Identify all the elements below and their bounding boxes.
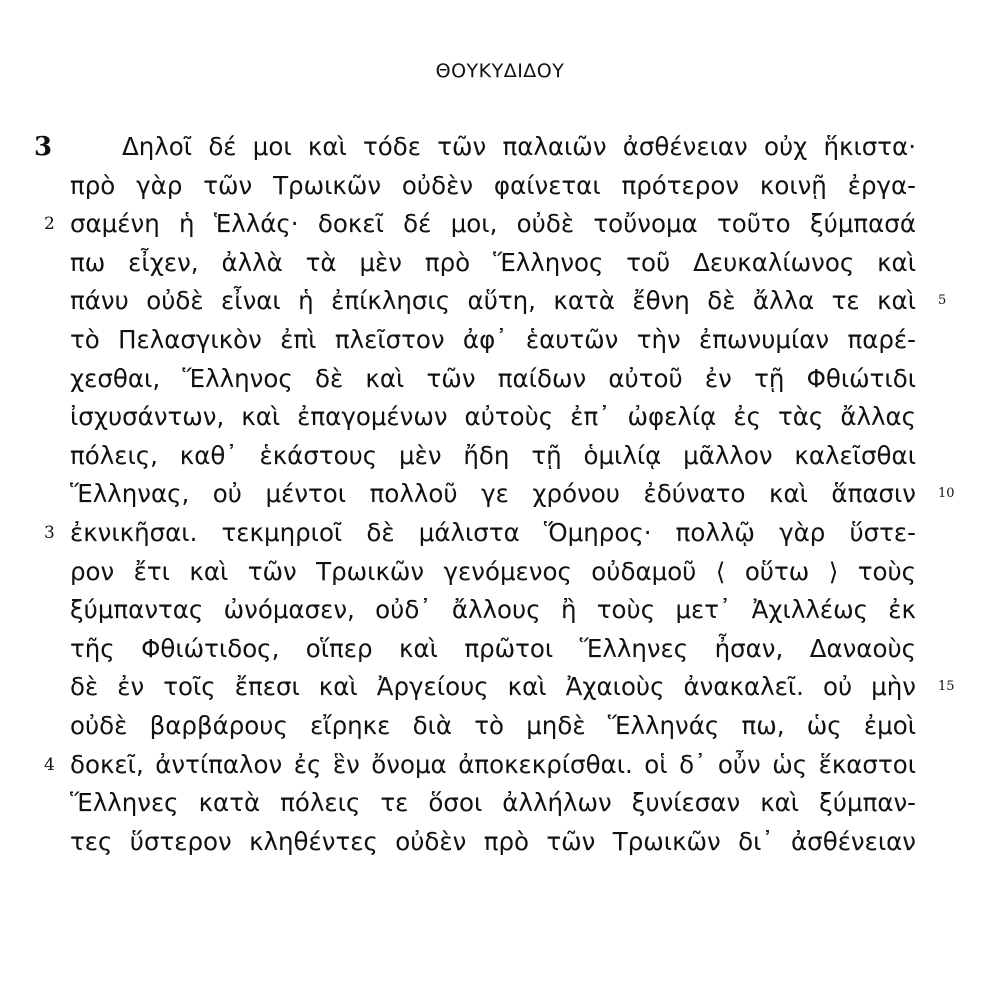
line-text: σαμένη ἡ Ἑλλάς· δοκεῖ δέ μοι, οὐδὲ τοὔνομα τοῦτο ξύμπασά <box>70 209 916 239</box>
chapter-number: 3 <box>34 132 53 162</box>
line-text: ἰσχυσάντων, καὶ ἐπαγομένων αὐτοὺς ἐπ᾽ ὠφελίᾳ ἐς τὰς ἄλλας <box>70 402 916 432</box>
text-line <box>70 591 930 630</box>
text-line <box>70 630 930 669</box>
text-line <box>70 167 930 206</box>
text-line <box>70 668 955 707</box>
text-line <box>70 360 930 399</box>
running-title: ΘΟΥΚΥΔΙΔΟΥ <box>435 60 565 82</box>
line-text: τῆς Φθιώτιδος, οἵπερ καὶ πρῶτοι Ἕλληνες ἦσαν, Δαναοὺς <box>70 633 916 663</box>
line-text: δοκεῖ, ἀντίπαλον ἐς ἓν ὄνομα ἀποκεκρίσθαι. οἱ δ᾽ οὖν ὡς ἕκαστοι <box>70 749 916 779</box>
line-text: πάνυ οὐδὲ εἶναι ἡ ἐπίκλησις αὕτη, κατὰ ἔθνη δὲ ἄλλα τε καὶ <box>70 286 916 316</box>
section-number: 3 <box>44 522 55 543</box>
line-text: δὲ ἐν τοῖς ἔπεσι καὶ Ἀργείους καὶ Ἀχαιοὺς ἀνακαλεῖ. οὐ μὴν <box>70 672 916 702</box>
line-text: πόλεις, καθ᾽ ἑκάστους μὲν ἤδη τῇ ὁμιλίᾳ μᾶλλον καλεῖσθαι <box>70 440 916 470</box>
line-text: Ἕλληνες κατὰ πόλεις τε ὅσοι ἀλλήλων ξυνίεσαν καὶ ξύμπαν- <box>70 788 916 818</box>
line-text: πω εἶχεν, ἀλλὰ τὰ μὲν πρὸ Ἕλληνος τοῦ Δευκαλίωνος καὶ <box>70 247 916 277</box>
text-line <box>44 514 930 553</box>
section-number: 4 <box>44 754 55 775</box>
text-line <box>70 282 947 321</box>
text-line <box>70 553 930 592</box>
line-number: 10 <box>938 486 955 502</box>
text-line <box>70 707 930 746</box>
text-line <box>70 475 955 514</box>
text-line <box>44 746 930 785</box>
text-line <box>70 398 930 437</box>
line-text: τὸ Πελασγικὸν ἐπὶ πλεῖστον ἀφ᾽ ἑαυτῶν τὴν ἐπωνυμίαν παρέ- <box>70 324 916 354</box>
line-text: οὐδὲ βαρβάρους εἴρηκε διὰ τὸ μηδὲ Ἕλληνάς πω, ὡς ἐμοὶ <box>70 710 916 740</box>
line-text: ξύμπαντας ὠνόμασεν, οὐδ᾽ ἄλλους ἢ τοὺς μετ᾽ Ἀχιλλέως ἐκ <box>70 595 916 625</box>
section-number: 2 <box>44 214 55 235</box>
text-line <box>44 205 930 244</box>
line-text: χεσθαι, Ἕλληνος δὲ καὶ τῶν παίδων αὐτοῦ ἐν τῇ Φθιώτιδι <box>70 363 916 393</box>
text-line <box>70 244 930 283</box>
text-line <box>70 823 930 862</box>
text-line <box>34 128 930 167</box>
line-text: ἐκνικῆσαι. τεκμηριοῖ δὲ μάλιστα Ὅμηρος· πολλῷ γὰρ ὕστε- <box>70 517 916 547</box>
text-line <box>70 321 930 360</box>
line-text: Ἕλληνας, οὐ μέντοι πολλοῦ γε χρόνου ἐδύνατο καὶ ἅπασιν <box>70 479 916 509</box>
line-number: 5 <box>938 293 947 309</box>
line-text: πρὸ γὰρ τῶν Τρωικῶν οὐδὲν φαίνεται πρότερον κοινῇ ἐργα- <box>70 170 916 200</box>
line-text: ρον ἔτι καὶ τῶν Τρωικῶν γενόμενος οὐδαμοῦ ⟨ οὕτω ⟩ τοὺς <box>70 556 916 586</box>
line-number: 15 <box>938 679 955 695</box>
main-text-block <box>34 128 955 861</box>
line-text: τες ὕστερον κληθέντες οὐδὲν πρὸ τῶν Τρωικῶν δι᾽ ἀσθένειαν <box>70 826 916 856</box>
text-line <box>70 437 930 476</box>
line-text: Δηλοῖ δέ μοι καὶ τόδε τῶν παλαιῶν ἀσθένειαν οὐχ ἥκιστα· <box>122 132 916 161</box>
text-line <box>70 784 930 823</box>
